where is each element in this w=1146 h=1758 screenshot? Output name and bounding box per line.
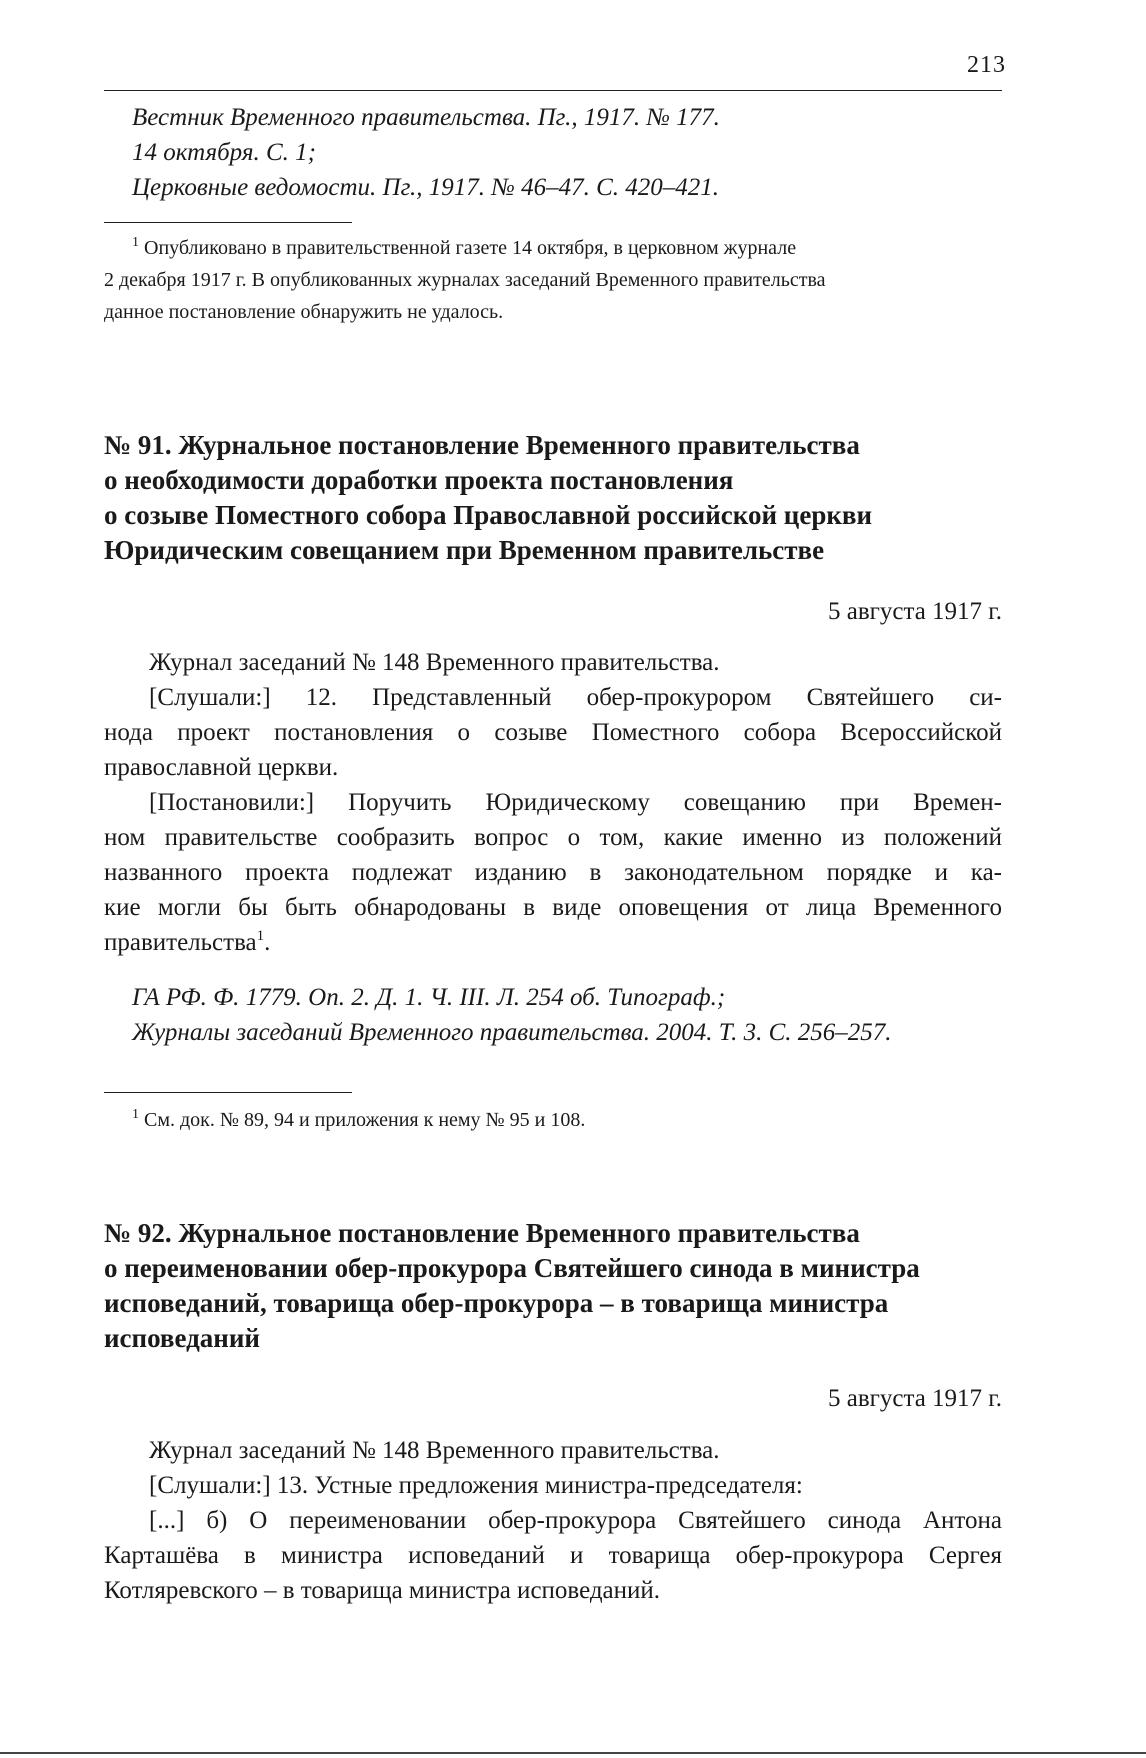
doc91-title-line: о необходимости доработки проекта постановления — [104, 465, 734, 495]
doc91-title-line: Юридическим совещанием при Временном правительстве — [104, 535, 825, 565]
doc91-footnote — [104, 1104, 1002, 1136]
source-line: 14 октября. С. 1; — [132, 139, 316, 166]
doc91-decided-line: названного проекта подлежат изданию в законодательном порядке и ка- — [104, 859, 1002, 886]
doc91-decided-end: . — [264, 929, 271, 956]
doc91-heard-line: [Слушали:] 12. Представленный обер-прокурором Святейшего си- — [149, 684, 1002, 711]
doc92-title-line: исповеданий — [104, 1323, 260, 1353]
archive-line: ГА РФ. Ф. 1779. Оп. 2. Д. 1. Ч. III. Л. 254 об. Типограф.; — [132, 984, 726, 1011]
doc91-decided-line: ном правительстве сообразить вопрос о том, какие именно из положений — [104, 824, 1002, 851]
footnote-text: См. док. № 89, 94 и приложения к нему № 95 и 108. — [144, 1109, 586, 1131]
footnote-text: Опубликовано в правительственной газете 14 октября, в церковном журнале — [144, 237, 797, 259]
doc91-date: 5 августа 1917 г. — [827, 598, 1002, 625]
page-bottom-edge — [0, 1752, 1146, 1754]
header-rule — [104, 90, 1002, 91]
doc92-item-line: Котляревского – в товарища министра исповеданий. — [104, 1577, 661, 1604]
footnote-rule — [104, 1092, 352, 1093]
footnote-rule — [104, 222, 352, 223]
source-line: Вестник Временного правительства. Пг., 1917. № 177. — [132, 104, 720, 131]
doc92-title-line: о переименовании обер-прокурора Святейшего синода в министра — [104, 1253, 920, 1283]
doc91-decided-last — [104, 925, 1002, 960]
doc92-date: 5 августа 1917 г. — [827, 1385, 1002, 1412]
archive-line: Журналы заседаний Временного правительства. 2004. Т. 3. С. 256–257. — [132, 1019, 892, 1046]
doc92-journal-line: Журнал заседаний № 148 Временного правительства. — [149, 1437, 720, 1464]
doc91-title-line: № 91. Журнальное постановление Временного правительства — [104, 430, 860, 460]
doc91-archive — [132, 980, 1002, 1050]
doc91-decided-line: кие могли бы быть обнародованы в виде оповещения от лица Временного — [104, 894, 1002, 921]
doc91-heard-line: нода проект постановления о созыве Поместного собора Всероссийской — [104, 719, 1002, 746]
doc92-title-line: исповеданий, товарища обер-прокурора – в товарища министра — [104, 1288, 889, 1318]
page-number: 213 — [967, 52, 1006, 78]
doc92-title — [104, 1216, 1002, 1356]
top-sources — [132, 100, 1002, 205]
footnote-text: данное постановление обнаружить не удалось. — [104, 301, 504, 323]
doc91-title — [104, 428, 1002, 568]
doc91-body — [104, 645, 1002, 960]
doc92-body — [104, 1433, 1002, 1608]
footnote-mark: 1 — [132, 235, 139, 250]
footnote-text: 2 декабря 1917 г. В опубликованных журналах заседаний Временного правительства — [104, 269, 826, 291]
footnote-top — [104, 232, 1002, 328]
doc91-heard-line: православной церкви. — [104, 754, 339, 781]
footnote-ref: 1 — [256, 928, 265, 944]
doc91-title-line: о созыве Поместного собора Православной российской церкви — [104, 500, 873, 530]
doc91-decided-text: правительства — [104, 929, 257, 956]
doc91-decided-line: [Постановили:] Поручить Юридическому совещанию при Времен- — [149, 789, 1002, 816]
doc92-heard-line: [Слушали:] 13. Устные предложения министра-председателя: — [149, 1472, 803, 1499]
doc91-journal-line: Журнал заседаний № 148 Временного правительства. — [149, 649, 720, 676]
source-line: Церковные ведомости. Пг., 1917. № 46–47. С. 420–421. — [132, 174, 720, 201]
doc92-item-line: [...] б) О переименовании обер-прокурора Святейшего синода Антона — [149, 1507, 1002, 1534]
footnote-mark: 1 — [132, 1107, 139, 1122]
doc92-title-line: № 92. Журнальное постановление Временного правительства — [104, 1218, 860, 1248]
doc92-item-line: Карташёва в министра исповеданий и товарища обер-прокурора Сергея — [104, 1542, 1002, 1569]
